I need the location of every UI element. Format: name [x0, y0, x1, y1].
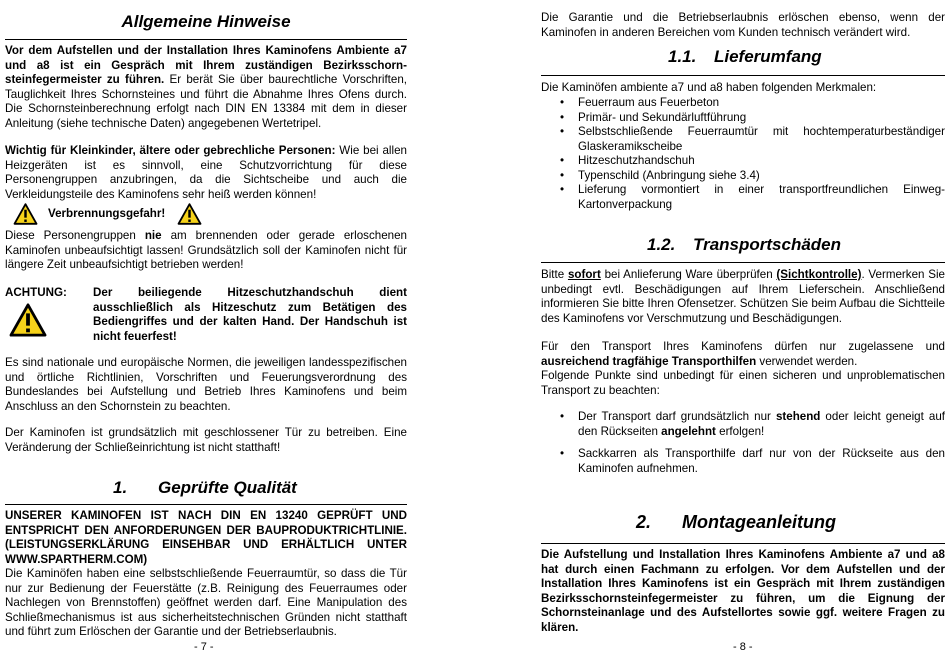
list-item: • Feuerraum aus Feuerbeton	[541, 96, 945, 111]
page-number-right: - 8 -	[733, 641, 753, 653]
page-number-left: - 7 -	[194, 641, 214, 653]
warning-triangle-icon	[13, 203, 38, 225]
list-item: • Typenschild (Anbringung siehe 3.4)	[541, 169, 945, 184]
achtung-text: Der beiliegende Hitzeschutzhandschuh dient ausschließlich als Hitzeschutz zum Betätigen des Bediengriffes und der kalten Hand. Der Handschuh ist nicht feuerfest!	[93, 286, 407, 343]
transport-item-stehend: stehend	[775, 410, 821, 423]
transport-bold: ausreichend tragfähige Transporthilfen	[541, 354, 757, 368]
section-1-bold: UNSERER KAMINOFEN IST NACH DIN EN 13240 GEPRÜFT UND ENTSPRICHT DEN ANFORDERUNGEN DER BAUPRODUKTRICHTLINIE. (LEISTUNGSERKLÄRUNG EINSEHBAR UND ERHÄLTLICH UNTER WWW.SPARTHERM.COM)	[5, 509, 407, 566]
transport-aids-paragraph	[541, 340, 945, 369]
transport-text-a: Für den Transport Ihres Kaminofens dürfen nur zugelassene und	[541, 340, 945, 353]
transport-item-text-a: Der Transport darf grundsätzlich nur	[578, 410, 776, 423]
list-item: • Primär- und Sekundärluftführung	[541, 111, 945, 126]
intro-bold: Vor dem Aufstellen und der Installation Ihres Kaminofens Ambiente a7 und a8 ist ein Gespräch mit Ihrem zuständigen Bezirksschornsteinfegermeister zu führen.	[5, 44, 407, 86]
transport-item-text-b: oder leicht geneigt auf den Rückseiten	[578, 410, 945, 438]
inspection-text-c: . Vermerken Sie unbedingt evtl. Beschädigungen auf Ihrem Lieferschein. Anschließend informieren Sie bitte Ihren Ofensetzer. Schützen Sie beim Aufbau die Sichtteile des Kaminofens vor Verschmutzung und Beschädigungen.	[541, 268, 945, 325]
list-item: • Sackkarren als Transporthilfe darf nur von der Rückseite aus den Kaminofen aufnehmen.	[541, 447, 945, 476]
children-bold: Wichtig für Kleinkinder, ältere oder gebrechliche Personen:	[5, 144, 336, 157]
section-number-1-2: 1.2.	[647, 235, 676, 254]
section-number-2: 2.	[636, 512, 652, 532]
section-title-1: Geprüfte Qualität	[158, 478, 297, 497]
list-item: • Lieferung vormontiert in einer transportfreundlichen Einweg-Kartonverpackung	[541, 183, 945, 212]
inspection-text-b: bei Anlieferung Ware überprüfen	[600, 268, 777, 281]
divider	[5, 39, 407, 40]
list-item: • Hitzeschutzhandschuh	[541, 154, 945, 169]
unattended-text-a: Diese Personengruppen	[5, 229, 145, 242]
transport-item-text-c: erfolgen!	[715, 424, 765, 438]
section-title-1-2: Transportschäden	[693, 235, 842, 254]
transport-points-paragraph: Folgende Punkte sind unbedingt für einen sicheren und unproblematischen Transport zu beachten:	[541, 369, 945, 397]
divider	[541, 543, 945, 544]
transport-list	[541, 410, 945, 439]
divider	[5, 504, 407, 505]
section-title-1-1: Lieferumfang	[714, 47, 822, 66]
section-2-bold: Die Aufstellung und Installation Ihres Kaminofens Ambiente a7 und a8 hat durch einen Fachmann zu erfolgen. Vor dem Aufstellen und der Installation Ihres Kaminofens ist ein Gespräch mit Ihrem zuständigen Bezirksschornsteinfegermeister zu führen, um die Eignung der Schornsteinanlage und des Aufstellortes sowie ggf. weitere Fragen zu klären.	[541, 548, 945, 634]
transport-text-b: verwendet werden.	[756, 354, 858, 368]
section-number-1: 1.	[113, 478, 128, 497]
intro-text: Er berät Sie über baurechtliche Vorschriften, Tauglichkeit Ihres Schornsteines und führt die Abnahme Ihres Ofens durch. Die Schornsteinberechnung erfolgt nach DIN EN 13384 mit dem in dieser Anleitung (siehe technische Daten) angegebenen Wertetripel.	[5, 73, 408, 130]
warning-triangle-icon	[177, 203, 202, 225]
intro-paragraph	[5, 44, 407, 131]
inspection-sichtkontrolle: (Sichtkontrolle)	[776, 268, 862, 281]
unattended-paragraph	[5, 229, 407, 273]
inspection-sofort: sofort	[567, 268, 601, 281]
section-number-1-1: 1.1.	[668, 47, 697, 66]
transport-list	[541, 447, 945, 476]
unattended-nie: nie	[144, 229, 162, 242]
warning-triangle-icon	[9, 303, 47, 337]
achtung-label: ACHTUNG:	[5, 286, 67, 299]
list-item: • Selbstschließende Feuerraumtür mit hochtemperaturbeständiger Glaskeramikscheibe	[541, 125, 945, 154]
section-title-general: Allgemeine Hinweise	[121, 12, 291, 31]
children-text: Wie bei allen Heizgeräten ist es sinnvoll, eine Schutzvorrichtung für diese Personengruppen anzubringen, da die Sichtscheibe und auch die Verkleidungsteile des Kaminofens sehr heiß werden können!	[5, 144, 407, 201]
inspection-paragraph	[541, 268, 945, 326]
inspection-text-a: Bitte	[541, 268, 568, 281]
section-1-text: Die Kaminöfen haben eine selbstschließende Feuerraumtür, so dass die Tür nur zur Bedienung der Feuerstätte (z.B. Reinigung des Feuerraumes oder Nachlegen von Brennstoffen) geöffnet werden darf. Eine Manipulation des Schließmechanismus ist aus sicherheitstechnischen Gründen nicht statthaft und führt zum Erlöschen der Garantie und der Betriebserlaubnis.	[5, 567, 407, 638]
children-paragraph	[5, 144, 407, 202]
features-list	[541, 96, 945, 212]
divider	[541, 75, 945, 76]
divider	[541, 262, 945, 263]
burn-warning	[13, 203, 202, 225]
norms-paragraph: Es sind nationale und europäische Normen, die jeweiligen landesspezifischen und örtliche Richtlinien, Vorschriften und Feuerungsverordnung des Bundeslandes bei Aufstellung und Betrieb Ihres Kaminofens und beim Anschluss an den Schornstein zu beachten.	[5, 356, 407, 413]
features-intro: Die Kaminöfen ambiente a7 und a8 haben folgenden Merkmalen:	[541, 81, 877, 94]
unattended-text-b: am brennenden oder gerade erloschenen Kaminofen unbeaufsichtigt lassen! Grundsätzlich soll der Kaminofen nicht für längere Zeit unbeaufsichtigt betrieben werden!	[5, 229, 408, 271]
guarantee-paragraph: Die Garantie und die Betriebserlaubnis erlöschen ebenso, wenn der Kaminofen in anderen Bereichen vom Kunden technisch verändert wird.	[541, 11, 945, 39]
list-item	[541, 410, 945, 439]
burn-warning-label: Verbrennungsgefahr!	[48, 206, 166, 220]
section-title-2: Montageanleitung	[682, 512, 836, 532]
door-paragraph: Der Kaminofen ist grundsätzlich mit geschlossener Tür zu betreiben. Eine Veränderung der Schließeinrichtung ist nicht statthaft!	[5, 426, 407, 454]
transport-item-angelehnt: angelehnt	[661, 424, 716, 438]
